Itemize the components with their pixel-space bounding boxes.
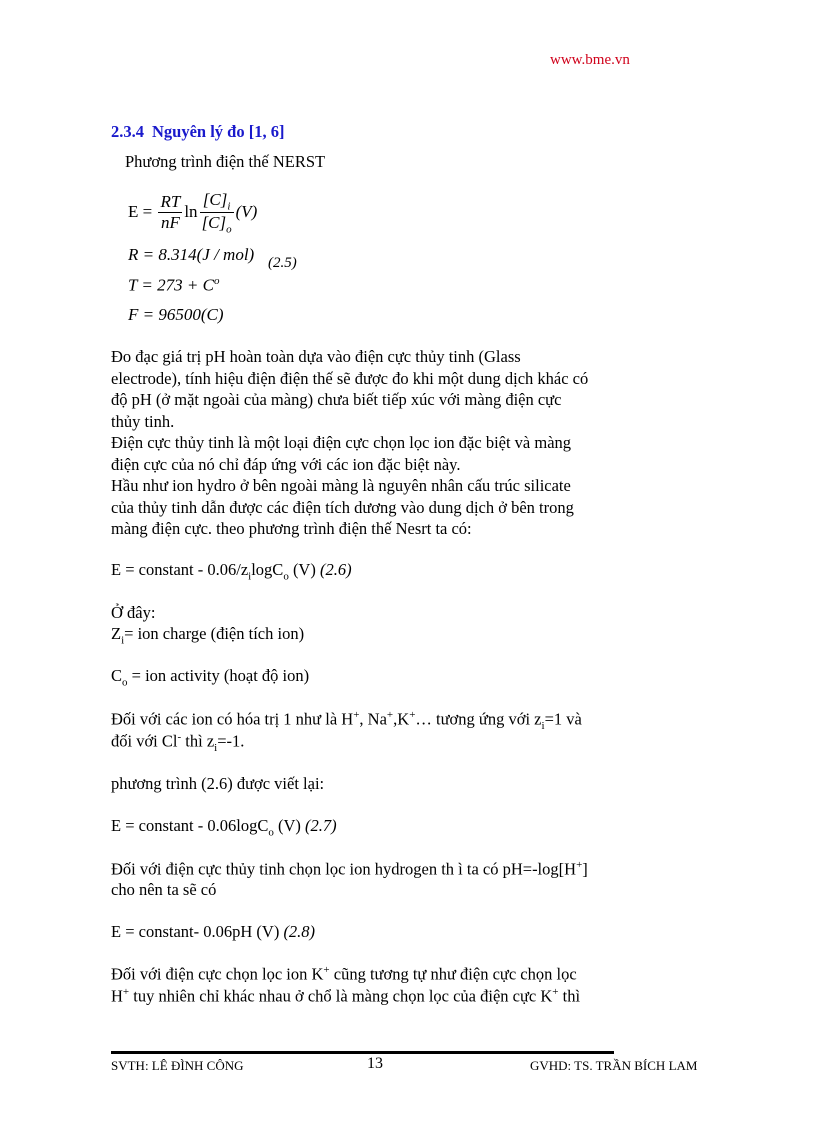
fraction-numerator-rt: RT	[160, 192, 181, 212]
here-label: Ở đây:	[111, 603, 156, 622]
para-line: Điện cực thủy tinh là một loại điện cực chọn lọc ion đặc biệt và màng	[111, 433, 572, 452]
co-definition: $C_o$ = ion activity (hoạt độ ion)	[111, 666, 310, 689]
header-url[interactable]: www.bme.vn	[550, 52, 630, 68]
para-line: Hầu như ion hydro ở bên ngoài màng là nguyên nhân cấu trúc silicate	[111, 476, 571, 495]
ions-line-1: Đối với các ion có hóa trị 1 như là H+, Na+,K+… tương ứng với $z_i=1$ và	[111, 709, 582, 732]
ln-symbol: ln	[184, 201, 198, 221]
co-term: $[C]_o$	[201, 213, 232, 236]
section-title: Nguyên lý đo [1, 6]	[152, 122, 285, 141]
eq-r: R = 8.314(J / mol)	[128, 245, 255, 264]
fraction-rt-nf	[158, 192, 182, 233]
footer-rule	[111, 1051, 614, 1054]
para-line: màng điện cực. theo phương trình điện thế Nesrt ta có:	[111, 519, 472, 538]
glass-line-2: cho nên ta sẽ có	[111, 880, 217, 899]
footer-advisor: GVHD: TS. TRẦN BÍCH LAM	[530, 1058, 698, 1073]
fraction-concentrations	[200, 190, 234, 236]
footer-student: SVTH: LÊ ĐÌNH CÔNG	[111, 1058, 244, 1073]
para-line: electrode), tính hiệu điện điện thế sẽ được đo khi một dung dịch khác có	[111, 368, 589, 388]
section-number: 2.3.4	[111, 122, 144, 141]
kion-line-2: H+ tuy nhiên chỉ khác nhau ở chổ là màng chọn lọc của điện cực K+ thì	[111, 986, 581, 1006]
para-line: Đo đạc giá trị pH hoàn toàn dựa vào điện cực thủy tinh (Glass	[111, 347, 521, 366]
ions-line-2: đối với Cl- thì $z_i=-1$.	[111, 731, 245, 754]
para-line: thủy tinh.	[111, 411, 175, 431]
page-number: 13	[367, 1055, 383, 1072]
eq-t: $T = 273 + C^o$	[128, 275, 220, 295]
ci-term: $[C]_i$	[200, 190, 234, 213]
glass-line-1: Đối với điện cực thủy tinh chọn lọc ion hydrogen th ì ta có pH=-log[H+]	[111, 859, 588, 879]
fraction-denominator-nf: nF	[160, 213, 180, 233]
equation-2-6: E = constant - $0.06/z_i\log C_o$ (V) (2.6)	[111, 560, 352, 583]
eq-ref-2-5: (2.5)	[268, 255, 297, 271]
para-line: điện cực của nó chỉ đáp ứng với các ion đặc biệt này.	[111, 454, 461, 474]
equation-2-8: E = constant- 0.06pH (V) (2.8)	[111, 922, 316, 941]
eq-f: F = 96500(C)	[128, 305, 224, 324]
zi-definition: $Z_i=$ ion charge (điện tích ion)	[111, 624, 305, 647]
equation-2-7: E = constant - 0.06logC$_o$ (V) (2.7)	[111, 816, 337, 839]
kion-line-1: Đối với điện cực chọn lọc ion K+ cũng tương tự như điện cực chọn lọc	[111, 964, 577, 984]
section-heading	[111, 122, 284, 142]
eq-e-lhs: E =	[128, 201, 153, 221]
rewrite-text: phương trình (2.6) được viết lại:	[111, 774, 325, 793]
para-line: độ pH (ở mặt ngoài của màng) chưa biết tiếp xúc với màng điện cực	[111, 390, 562, 409]
nernst-equation	[128, 190, 257, 236]
intro-text: Phương trình điện thế NERST	[125, 152, 326, 171]
eq-unit: (V)	[235, 201, 258, 221]
para-line: của thủy tinh dẫn được các điện tích dương vào dung dịch ở bên trong	[111, 497, 574, 517]
